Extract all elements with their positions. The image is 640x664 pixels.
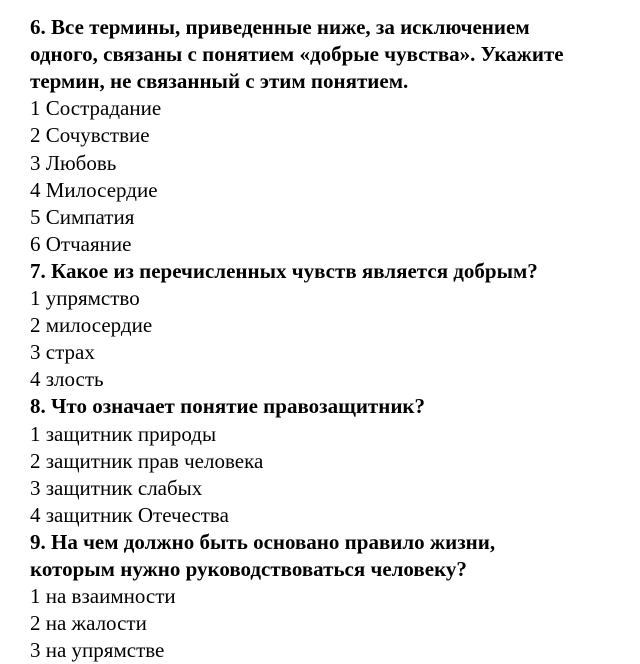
question-9-option-1: 1 на взаимности	[30, 584, 176, 609]
question-7-option-1: 1 упрямство	[30, 286, 140, 311]
question-8-option-2: 2 защитник прав человека	[30, 448, 264, 473]
question-7-option-3: 3 страх	[30, 340, 95, 365]
question-6-option-2: 2 Сочувствие	[30, 123, 150, 148]
question-8-option-1: 1 защитник природы	[30, 421, 217, 446]
question-8-option-3: 3 защитник слабых	[30, 475, 203, 500]
question-7-option-4: 4 злость	[30, 367, 104, 392]
question-6-option-6: 6 Отчаяние	[30, 231, 132, 256]
question-6-title-line-2: одного, связаны с понятием «добрые чувства». Укажите	[30, 42, 564, 67]
top-cut-line	[30, 0, 640, 14]
question-8-title: 8. Что означает понятие правозащитник?	[30, 394, 426, 419]
question-7-option-2: 2 милосердие	[30, 313, 153, 338]
question-6-option-4: 4 Милосердие	[30, 177, 158, 202]
question-6-title-line-3: термин, не связанный с этим понятием.	[30, 69, 409, 94]
question-9-option-2: 2 на жалости	[30, 611, 147, 636]
question-9-title-line-1: 9. На чем должно быть основано правило жизни,	[30, 529, 496, 554]
question-6-option-3: 3 Любовь	[30, 150, 117, 175]
question-7-title: 7. Какое из перечисленных чувств является добрым?	[30, 258, 538, 283]
question-6-option-1: 1 Сострадание	[30, 96, 162, 121]
question-6-option-5: 5 Симпатия	[30, 204, 135, 229]
question-8-option-4: 4 защитник Отечества	[30, 502, 229, 527]
question-9-option-3: 3 на упрямстве	[30, 638, 165, 663]
question-9-title-line-2: которым нужно руководствоваться человеку?	[30, 556, 467, 581]
question-6-title-line-1: 6. Все термины, приведенные ниже, за исключением	[30, 15, 530, 40]
